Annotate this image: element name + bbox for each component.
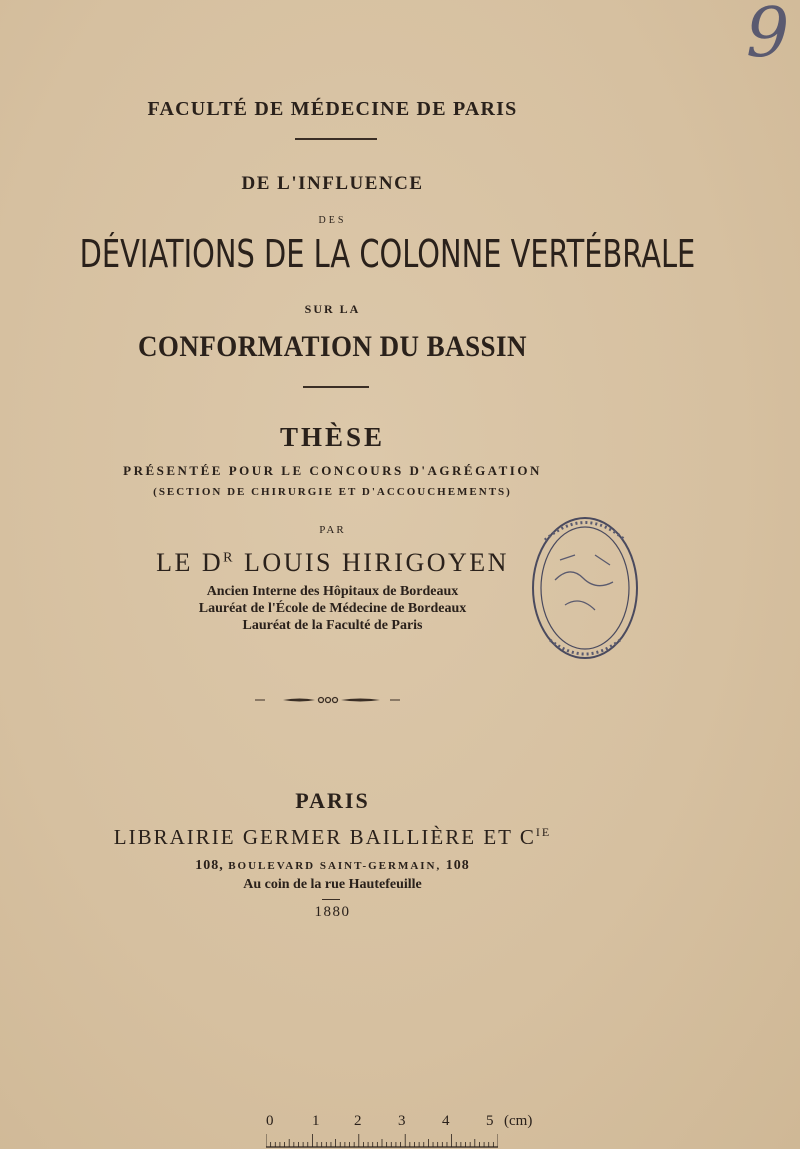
address-number-start: 108, xyxy=(195,858,224,873)
scale-label-0: 0 xyxy=(266,1113,274,1129)
divider-middle xyxy=(303,386,369,388)
scale-unit: (cm) xyxy=(504,1113,533,1129)
scale-label-5: 5 xyxy=(486,1113,494,1129)
scale-label-3: 3 xyxy=(398,1113,406,1129)
publisher-name-sup: IE xyxy=(535,825,552,839)
thesis-section: (SECTION DE CHIRURGIE ET D'ACCOUCHEMENTS) xyxy=(153,486,512,498)
scale-label-1: 1 xyxy=(312,1113,320,1129)
faculty-heading: FACULTÉ DE MÉDECINE DE PARIS xyxy=(147,98,518,120)
scale-label-4: 4 xyxy=(442,1113,450,1129)
thesis-par: PAR xyxy=(319,524,346,536)
author-title-2: Lauréat de l'École de Médecine de Bordeaux xyxy=(198,601,467,616)
author-title-1: Ancien Interne des Hôpitaux de Bordeaux xyxy=(206,584,459,599)
divider-top xyxy=(295,138,377,140)
title-line-4: SUR LA xyxy=(304,302,361,316)
author-title-3: Lauréat de la Faculté de Paris xyxy=(242,618,423,633)
scale-labels xyxy=(262,1113,552,1133)
decorative-ornament xyxy=(255,694,405,706)
thesis-presentee: PRÉSENTÉE POUR LE CONCOURS D'AGRÉGATION xyxy=(123,463,542,478)
divider-year xyxy=(322,899,340,900)
address-street: BOULEVARD SAINT-GERMAIN, xyxy=(228,860,442,872)
handwritten-mark xyxy=(728,0,788,80)
title-line-1: DE L'INFLUENCE xyxy=(241,173,424,194)
publisher-name-text: LIBRAIRIE GERMER BAILLIÈRE ET C xyxy=(113,825,536,849)
publisher-name xyxy=(0,825,665,850)
handwritten-mark-text: 9 xyxy=(746,0,790,73)
author-prefix: LE D xyxy=(156,548,224,577)
author-prefix-sup: R xyxy=(223,550,235,566)
title-main: DÉVIATIONS DE LA COLONNE VERTÉBRALE xyxy=(79,232,696,276)
publication-year: 1880 xyxy=(314,904,351,920)
library-stamp xyxy=(525,510,645,665)
scale-label-2: 2 xyxy=(354,1113,362,1129)
thesis-label: THÈSE xyxy=(279,422,386,452)
address-number-end: 108 xyxy=(445,858,470,873)
publisher-address xyxy=(0,858,665,874)
title-line-2: DES xyxy=(318,215,347,226)
scale-ruler xyxy=(266,1134,498,1148)
publisher-city: PARIS xyxy=(295,788,370,813)
publisher-corner: Au coin de la rue Hautefeuille xyxy=(243,877,422,892)
title-line-5: CONFORMATION DU BASSIN xyxy=(137,330,527,363)
author-full-name: LOUIS HIRIGOYEN xyxy=(243,548,509,577)
